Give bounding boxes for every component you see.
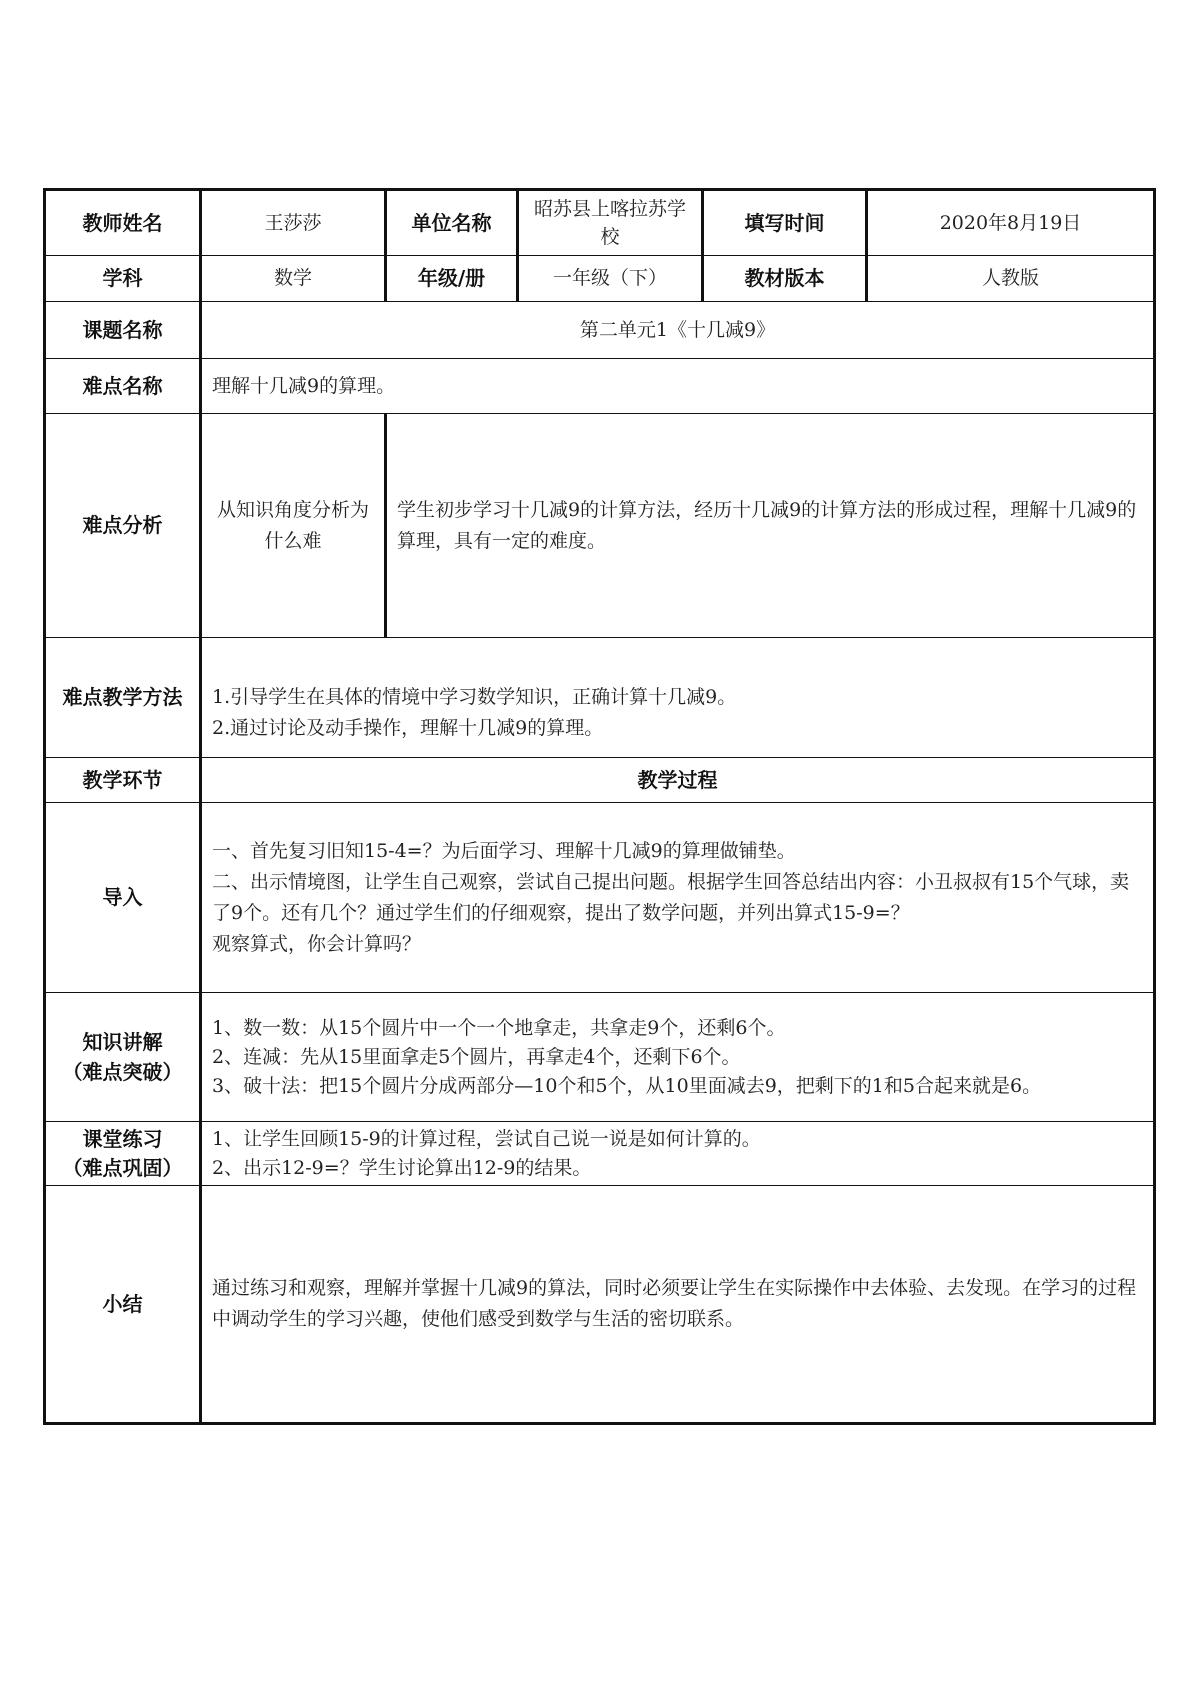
difficulty-analysis-row xyxy=(45,414,1155,638)
practice-line: 2、出示12-9=？学生讨论算出12-9的结果。 xyxy=(212,1156,592,1179)
topic-label: 课题名称 xyxy=(45,302,201,359)
practice-row xyxy=(45,1122,1155,1186)
teaching-method-line: 2.通过讨论及动手操作，理解十几减9的算理。 xyxy=(212,716,604,739)
teaching-method-row xyxy=(45,638,1155,758)
practice-label-line: （难点巩固） xyxy=(62,1155,183,1180)
process-title: 教学过程 xyxy=(201,758,1155,803)
teaching-method-line: 1.引导学生在具体的情境中学习数学知识，正确计算十几减9。 xyxy=(212,685,737,708)
unit-name-label: 单位名称 xyxy=(386,190,518,256)
difficulty-analysis-value: 学生初步学习十几减9的计算方法，经历十几减9的计算方法的形成过程，理解十几减9的算理，具有一定的难度。 xyxy=(386,414,1155,638)
fill-date-label: 填写时间 xyxy=(703,190,867,256)
teacher-name-value: 王莎莎 xyxy=(201,190,386,256)
knowledge-line: 3、破十法：把15个圆片分成两部分—10个和5个，从10里面减去9，把剩下的1和5合起来就是6。 xyxy=(212,1074,1042,1097)
knowledge-label xyxy=(45,993,201,1122)
info-row-1 xyxy=(45,190,1155,256)
topic-value: 第二单元1《十几减9》 xyxy=(201,302,1155,359)
lesson-plan-table xyxy=(43,188,1156,1425)
intro-label: 导入 xyxy=(45,803,201,993)
topic-row xyxy=(45,302,1155,359)
intro-row xyxy=(45,803,1155,993)
summary-value: 通过练习和观察，理解并掌握十几减9的算法，同时必须要让学生在实际操作中去体验、去发现。在学习的过程中调动学生的学习兴趣，使他们感受到数学与生活的密切联系。 xyxy=(201,1186,1155,1424)
edition-value: 人教版 xyxy=(867,256,1155,302)
knowledge-line: 2、连减：先从15里面拿走5个圆片，再拿走4个，还剩下6个。 xyxy=(212,1045,741,1068)
knowledge-label-line: 知识讲解 xyxy=(82,1030,163,1054)
unit-name-value: 昭苏县上喀拉苏学校 xyxy=(518,190,703,256)
teaching-method-content xyxy=(201,638,1155,758)
grade-label: 年级/册 xyxy=(386,256,518,302)
practice-content xyxy=(201,1122,1155,1186)
intro-line: 一、首先复习旧知15-4=？为后面学习、理解十几减9的算理做铺垫。 xyxy=(212,839,796,862)
intro-content xyxy=(201,803,1155,993)
grade-value: 一年级（下） xyxy=(518,256,703,302)
knowledge-label-line: （难点突破） xyxy=(62,1060,183,1084)
intro-line: 二、出示情境图，让学生自己观察，尝试自己提出问题。根据学生回答总结出内容：小丑叔叔有15个气球，卖了9个。还有几个？通过学生们的仔细观察，提出了数学问题，并列出算式15-9=？ xyxy=(212,870,1130,924)
info-row-2 xyxy=(45,256,1155,302)
edition-label: 教材版本 xyxy=(703,256,867,302)
knowledge-row xyxy=(45,993,1155,1122)
summary-row xyxy=(45,1186,1155,1424)
difficulty-name-label: 难点名称 xyxy=(45,359,201,414)
difficulty-name-row xyxy=(45,359,1155,414)
summary-label: 小结 xyxy=(45,1186,201,1424)
teaching-method-label: 难点教学方法 xyxy=(45,638,201,758)
process-section-label: 教学环节 xyxy=(45,758,201,803)
intro-line: 观察算式，你会计算吗？ xyxy=(212,932,422,955)
knowledge-content xyxy=(201,993,1155,1122)
fill-date-value: 2020年8月19日 xyxy=(867,190,1155,256)
teacher-name-label: 教师姓名 xyxy=(45,190,201,256)
knowledge-line: 1、数一数：从15个圆片中一个一个地拿走，共拿走9个，还剩6个。 xyxy=(212,1016,786,1039)
difficulty-name-value: 理解十几减9的算理。 xyxy=(201,359,1155,414)
difficulty-analysis-sub-label: 从知识角度分析为什么难 xyxy=(201,414,386,638)
practice-label-line: 课堂练习 xyxy=(82,1126,163,1151)
process-header-row xyxy=(45,758,1155,803)
practice-line: 1、让学生回顾15-9的计算过程，尝试自己说一说是如何计算的。 xyxy=(212,1127,761,1150)
subject-value: 数学 xyxy=(201,256,386,302)
practice-label xyxy=(45,1122,201,1186)
subject-label: 学科 xyxy=(45,256,201,302)
difficulty-analysis-label: 难点分析 xyxy=(45,414,201,638)
